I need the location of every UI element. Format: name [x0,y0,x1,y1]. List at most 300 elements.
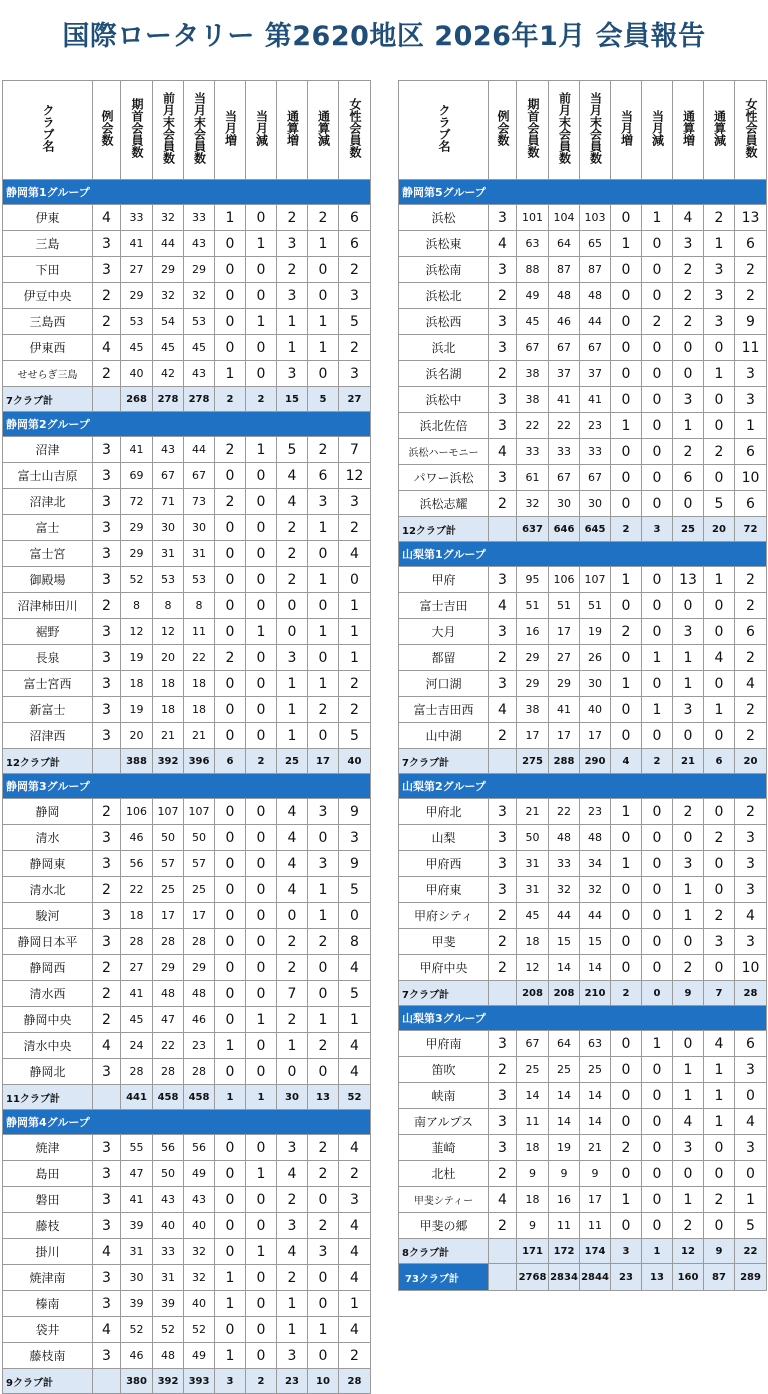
total-decrease: 0 [308,1187,339,1213]
month-increase: 0 [611,1161,642,1187]
prev-month-members: 30 [549,491,580,517]
month-end-members: 210 [580,981,611,1006]
prev-month-members: 25 [153,877,184,903]
table-row [3,929,371,955]
month-increase: 0 [215,515,246,541]
total-decrease: 7 [704,981,735,1006]
initial-members: 18 [517,929,549,955]
header-row [399,81,767,180]
month-increase: 0 [215,1317,246,1343]
table-row [3,955,371,981]
initial-members: 19 [121,697,153,723]
month-increase: 0 [611,723,642,749]
prev-month-members: 67 [153,463,184,489]
prev-month-members: 646 [549,517,580,542]
club-name: 沼津北 [3,489,93,515]
month-end-members: 63 [580,1031,611,1057]
meetings: 3 [93,1135,121,1161]
month-increase: 0 [215,851,246,877]
month-end-members: 51 [580,593,611,619]
initial-members: 38 [517,387,549,413]
initial-members: 171 [517,1239,549,1264]
total-increase: 0 [277,1059,308,1085]
month-decrease: 0 [642,1187,673,1213]
month-end-members: 32 [184,1239,215,1265]
month-end-members: 17 [580,723,611,749]
meetings: 3 [489,309,517,335]
total-increase: 1 [277,1033,308,1059]
month-decrease: 0 [642,361,673,387]
month-increase: 0 [215,671,246,697]
table-row [3,231,371,257]
club-name: 韮崎 [399,1135,489,1161]
month-increase: 0 [215,567,246,593]
prev-month-members: 14 [549,1083,580,1109]
club-name: 浜松志耀 [399,491,489,517]
initial-members: 388 [121,749,153,774]
month-decrease: 0 [246,205,277,231]
meetings [489,749,517,774]
table-row [3,981,371,1007]
group-name: 静岡第4グループ [3,1110,371,1135]
total-increase: 0 [673,361,704,387]
total-increase: 1 [277,671,308,697]
month-increase: 0 [215,463,246,489]
month-end-members: 458 [184,1085,215,1110]
club-name: 浜北 [399,335,489,361]
total-decrease: 0 [308,283,339,309]
month-end-members: 393 [184,1369,215,1394]
meetings: 3 [489,205,517,231]
initial-members: 11 [517,1109,549,1135]
total-increase: 4 [277,1161,308,1187]
month-end-members: 67 [184,463,215,489]
club-name: 島田 [3,1161,93,1187]
table-row [399,361,767,387]
female-members: 6 [339,231,371,257]
total-increase: 1 [277,697,308,723]
female-members: 6 [735,231,767,257]
month-increase: 0 [215,1059,246,1085]
prev-month-members: 19 [549,1135,580,1161]
initial-members: 29 [517,645,549,671]
meetings: 4 [489,697,517,723]
total-increase: 4 [277,799,308,825]
meetings: 3 [93,567,121,593]
month-decrease: 0 [642,799,673,825]
month-end-members: 43 [184,231,215,257]
club-name: 沼津西 [3,723,93,749]
total-decrease: 1 [308,567,339,593]
month-increase: 0 [611,283,642,309]
female-members: 4 [339,1059,371,1085]
total-increase: 3 [277,1213,308,1239]
prev-month-members: 33 [153,1239,184,1265]
month-decrease: 0 [246,825,277,851]
club-name: 静岡日本平 [3,929,93,955]
total-increase: 0 [673,825,704,851]
club-name: 甲府南 [399,1031,489,1057]
club-name: 裾野 [3,619,93,645]
female-members: 3 [735,1057,767,1083]
meetings: 3 [93,437,121,463]
female-members: 0 [339,903,371,929]
meetings: 3 [489,413,517,439]
total-increase: 0 [277,593,308,619]
total-label: 8クラブ計 [399,1239,489,1264]
total-increase: 21 [673,749,704,774]
prev-month-members: 2834 [549,1264,580,1291]
month-end-members: 65 [580,231,611,257]
total-increase: 1 [673,1187,704,1213]
total-label: 12クラブ計 [399,517,489,542]
total-increase: 4 [277,825,308,851]
club-name: 山梨 [399,825,489,851]
club-name: 清水中央 [3,1033,93,1059]
female-members: 2 [735,567,767,593]
total-label: 9クラブ計 [3,1369,93,1394]
female-members: 4 [339,1033,371,1059]
prev-month-members: 172 [549,1239,580,1264]
meetings: 3 [93,723,121,749]
total-increase: 0 [673,1161,704,1187]
month-increase: 0 [611,697,642,723]
month-increase: 1 [215,1085,246,1110]
club-name: 清水西 [3,981,93,1007]
female-members: 4 [339,955,371,981]
meetings: 3 [489,825,517,851]
total-increase: 2 [277,955,308,981]
month-decrease: 1 [246,619,277,645]
initial-members: 29 [121,283,153,309]
total-decrease: 9 [704,1239,735,1264]
total-decrease: 1 [704,1057,735,1083]
club-name: 北杜 [399,1161,489,1187]
female-members: 1 [339,1291,371,1317]
meetings: 2 [93,593,121,619]
month-decrease: 0 [246,1317,277,1343]
club-name: 浜松南 [399,257,489,283]
total-increase: 0 [277,903,308,929]
total-decrease: 5 [704,491,735,517]
total-label: 7クラブ計 [3,387,93,412]
header-club-name: クラブ名 [3,81,93,180]
table-row [3,515,371,541]
total-increase: 1 [673,671,704,697]
table-row [399,491,767,517]
initial-members: 41 [121,231,153,257]
month-end-members: 30 [184,515,215,541]
initial-members: 101 [517,205,549,231]
female-members: 1 [339,593,371,619]
total-decrease: 2 [308,1161,339,1187]
month-end-members: 25 [580,1057,611,1083]
table-row [399,413,767,439]
total-decrease: 0 [704,955,735,981]
month-end-members: 73 [184,489,215,515]
prev-month-members: 11 [549,1213,580,1239]
month-increase: 0 [215,697,246,723]
total-increase: 1 [277,335,308,361]
total-increase: 4 [277,489,308,515]
month-increase: 0 [611,335,642,361]
total-increase: 3 [673,231,704,257]
meetings: 2 [489,645,517,671]
initial-members: 39 [121,1291,153,1317]
table-row [399,1213,767,1239]
total-decrease: 3 [704,257,735,283]
total-increase: 3 [277,361,308,387]
month-end-members: 23 [184,1033,215,1059]
total-increase: 15 [277,387,308,412]
prev-month-members: 43 [153,1187,184,1213]
table-row [3,903,371,929]
month-end-members: 107 [184,799,215,825]
table-row [399,851,767,877]
header-month-end-members: 当月末会員数 [580,81,611,180]
female-members: 10 [735,955,767,981]
meetings: 2 [489,1161,517,1187]
initial-members: 27 [121,257,153,283]
total-decrease: 2 [704,1187,735,1213]
month-end-members: 21 [580,1135,611,1161]
initial-members: 30 [121,1265,153,1291]
month-decrease: 0 [246,851,277,877]
table-row [3,361,371,387]
month-end-members: 46 [184,1007,215,1033]
total-decrease: 1 [308,231,339,257]
month-decrease: 13 [642,1264,673,1291]
prev-month-members: 54 [153,309,184,335]
total-increase: 4 [277,463,308,489]
meetings: 2 [93,361,121,387]
table-row [3,541,371,567]
initial-members: 380 [121,1369,153,1394]
month-decrease: 0 [246,1059,277,1085]
meetings: 3 [489,1109,517,1135]
header-prev-month-members: 前月末会員数 [549,81,580,180]
initial-members: 52 [121,1317,153,1343]
female-members: 9 [339,851,371,877]
month-end-members: 396 [184,749,215,774]
header-club-name: クラブ名 [399,81,489,180]
meetings [489,981,517,1006]
prev-month-members: 458 [153,1085,184,1110]
total-decrease: 2 [308,1033,339,1059]
meetings: 2 [93,1007,121,1033]
prev-month-members: 22 [549,799,580,825]
total-increase: 25 [673,517,704,542]
female-members: 3 [339,825,371,851]
total-increase: 3 [673,1135,704,1161]
group-header [399,774,767,799]
total-decrease: 0 [308,257,339,283]
prev-month-members: 47 [153,1007,184,1033]
meetings: 2 [489,903,517,929]
month-increase: 0 [611,903,642,929]
total-label: 12クラブ計 [3,749,93,774]
club-name: 駿河 [3,903,93,929]
initial-members: 18 [517,1135,549,1161]
initial-members: 40 [121,361,153,387]
table-row [3,825,371,851]
total-increase: 1 [673,645,704,671]
initial-members: 275 [517,749,549,774]
total-increase: 3 [277,645,308,671]
meetings [93,387,121,412]
meetings: 3 [93,851,121,877]
table-row [399,877,767,903]
total-increase: 3 [277,231,308,257]
month-decrease: 0 [642,903,673,929]
prev-month-members: 48 [153,981,184,1007]
total-increase: 160 [673,1264,704,1291]
month-end-members: 21 [184,723,215,749]
female-members: 3 [735,929,767,955]
female-members: 5 [339,723,371,749]
month-increase: 0 [215,231,246,257]
total-increase: 2 [277,1265,308,1291]
meetings: 3 [489,335,517,361]
month-increase: 2 [611,517,642,542]
club-name: 甲府西 [399,851,489,877]
club-name: 南アルプス [399,1109,489,1135]
month-increase: 0 [611,1057,642,1083]
meetings: 4 [93,1317,121,1343]
total-increase: 1 [673,1057,704,1083]
month-end-members: 14 [580,955,611,981]
female-members: 28 [339,1369,371,1394]
club-name: 富士吉田西 [399,697,489,723]
month-decrease: 0 [246,541,277,567]
total-decrease: 0 [308,955,339,981]
table-row [3,671,371,697]
membership-table-right [398,80,767,1264]
month-increase: 0 [215,1007,246,1033]
club-name: 御殿場 [3,567,93,593]
meetings: 3 [93,929,121,955]
table-row [399,439,767,465]
table-row [3,619,371,645]
table-row [3,645,371,671]
initial-members: 50 [517,825,549,851]
group-name: 静岡第3グループ [3,774,371,799]
female-members: 3 [735,387,767,413]
table-row [399,1083,767,1109]
total-increase: 1 [277,1317,308,1343]
month-decrease: 0 [246,1033,277,1059]
prev-month-members: 22 [153,1033,184,1059]
total-decrease: 3 [308,799,339,825]
female-members: 4 [339,1213,371,1239]
club-name: 清水北 [3,877,93,903]
total-increase: 1 [673,877,704,903]
total-decrease: 3 [308,1239,339,1265]
month-increase: 1 [611,799,642,825]
group-name: 山梨第1グループ [399,542,767,567]
table-row [3,1265,371,1291]
total-decrease: 0 [308,1265,339,1291]
month-end-members: 28 [184,1059,215,1085]
initial-members: 18 [517,1187,549,1213]
club-name: 河口湖 [399,671,489,697]
month-end-members: 43 [184,1187,215,1213]
meetings: 3 [93,671,121,697]
table-row [399,387,767,413]
meetings: 3 [489,1031,517,1057]
header-total-decrease: 通算減 [704,81,735,180]
initial-members: 12 [517,955,549,981]
club-name: パワー浜松 [399,465,489,491]
club-name: 新富士 [3,697,93,723]
month-decrease: 0 [246,903,277,929]
female-members: 0 [735,1161,767,1187]
month-increase: 2 [215,437,246,463]
initial-members: 9 [517,1213,549,1239]
group-total-row [3,387,371,412]
total-increase: 2 [277,205,308,231]
month-decrease: 0 [642,257,673,283]
month-increase: 0 [215,981,246,1007]
female-members: 2 [735,283,767,309]
prev-month-members: 392 [153,749,184,774]
month-increase: 0 [215,877,246,903]
initial-members: 46 [121,1343,153,1369]
total-increase: 0 [673,335,704,361]
month-end-members: 103 [580,205,611,231]
month-decrease: 0 [246,955,277,981]
table-row [3,335,371,361]
club-name: 長泉 [3,645,93,671]
table-row [3,1187,371,1213]
month-decrease: 0 [642,723,673,749]
month-decrease: 1 [246,1161,277,1187]
meetings: 3 [93,463,121,489]
month-decrease: 0 [642,825,673,851]
month-decrease: 0 [246,567,277,593]
month-decrease: 1 [246,1007,277,1033]
prev-month-members: 15 [549,929,580,955]
month-decrease: 0 [642,593,673,619]
month-decrease: 0 [642,491,673,517]
female-members: 6 [735,619,767,645]
female-members: 4 [339,1265,371,1291]
female-members: 3 [339,361,371,387]
table-row [399,335,767,361]
female-members: 28 [735,981,767,1006]
total-decrease: 0 [308,981,339,1007]
month-end-members: 56 [184,1135,215,1161]
meetings: 3 [489,567,517,593]
club-name: 都留 [399,645,489,671]
total-decrease: 0 [704,619,735,645]
club-name: 大月 [399,619,489,645]
month-end-members: 48 [184,981,215,1007]
month-decrease: 0 [246,929,277,955]
total-increase: 2 [277,929,308,955]
initial-members: 41 [121,1187,153,1213]
month-end-members: 53 [184,567,215,593]
meetings: 3 [93,1291,121,1317]
prev-month-members: 52 [153,1317,184,1343]
table-row [3,257,371,283]
meetings [93,1085,121,1110]
female-members: 0 [339,567,371,593]
total-decrease: 0 [704,799,735,825]
initial-members: 31 [517,877,549,903]
prev-month-members: 28 [153,1059,184,1085]
club-name: 甲府シティ [399,903,489,929]
